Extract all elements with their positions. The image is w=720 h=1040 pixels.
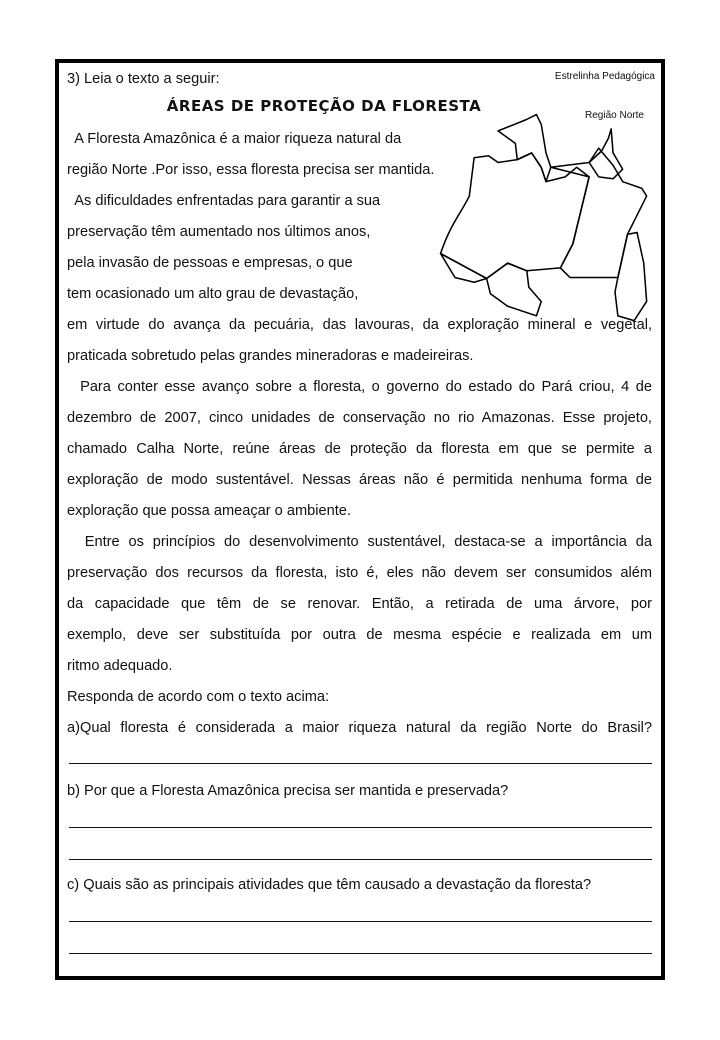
watermark: Estrelinha Pedagógica — [554, 71, 655, 82]
map-para — [551, 148, 647, 277]
text-line: praticada sobretudo pelas grandes mineradoras e madeireiras. — [67, 348, 474, 364]
text-line: chamado Calha Norte, reúne áreas de proteção da floresta em que se permite a — [67, 441, 652, 457]
text-line: As dificuldades enfrentadas para garantir a sua — [67, 193, 381, 209]
text-line: Entre os princípios do desenvolvimento sustentável, destaca-se a importância da — [67, 534, 652, 550]
question-intro: 3) Leia o texto a seguir: — [67, 71, 220, 87]
question-a: a)Qual floresta é considerada a maior riqueza natural da região Norte do Brasil? — [67, 720, 652, 736]
text-line: preservação têm aumentado nos últimos anos, — [67, 224, 371, 240]
answer-line-a[interactable] — [69, 763, 652, 764]
text-line: exploração que possa ameaçar o ambiente. — [67, 503, 351, 519]
answer-line-c1[interactable] — [69, 921, 652, 922]
question-b: b) Por que a Floresta Amazônica precisa ser mantida e preservada? — [67, 783, 509, 799]
text-line: em virtude do avança da pecuária, das lavouras, da exploração mineral e vegetal, — [67, 317, 652, 333]
map-roraima — [498, 115, 551, 182]
answer-line-c2[interactable] — [69, 953, 652, 954]
answer-line-b1[interactable] — [69, 827, 652, 828]
text-line: preservação dos recursos da floresta, isto é, eles não devem ser consumidos além — [67, 565, 652, 581]
map-tocantins — [615, 232, 647, 320]
text-line: pela invasão de pessoas e empresas, o que — [67, 255, 353, 271]
text-line: exemplo, deve ser substituída por outra de mesma espécie e realizada em um — [67, 627, 652, 643]
text-line: tem ocasionado um alto grau de devastação, — [67, 286, 359, 302]
worksheet — [55, 59, 665, 980]
text-line: dezembro de 2007, cinco unidades de conservação no rio Amazonas. Esse projeto, — [67, 410, 652, 426]
question-c: c) Quais são as principais atividades que têm causado a devastação da floresta? — [67, 877, 592, 893]
text-title: ÁREAS DE PROTEÇÃO DA FLORESTA — [166, 97, 482, 115]
north-region-map-icon — [431, 105, 661, 335]
text-line: região Norte .Por isso, essa floresta precisa ser mantida. — [67, 162, 435, 178]
answer-line-b2[interactable] — [69, 859, 652, 860]
text-line: A Floresta Amazônica é a maior riqueza natural da — [67, 131, 402, 147]
questions-instruction: Responda de acordo com o texto acima: — [67, 689, 330, 705]
text-line: ritmo adequado. — [67, 658, 173, 674]
text-line: exploração de modo sustentável. Nessas áreas não é permitida nenhuma forma de — [67, 472, 652, 488]
map-caption: Região Norte — [585, 110, 644, 121]
map-acre — [441, 254, 487, 283]
text-line: da capacidade que têm de se renovar. Então, a retirada de uma árvore, por — [67, 596, 652, 612]
text-line: Para conter esse avanço sobre a floresta, o governo do estado do Pará criou, 4 de — [67, 379, 652, 395]
